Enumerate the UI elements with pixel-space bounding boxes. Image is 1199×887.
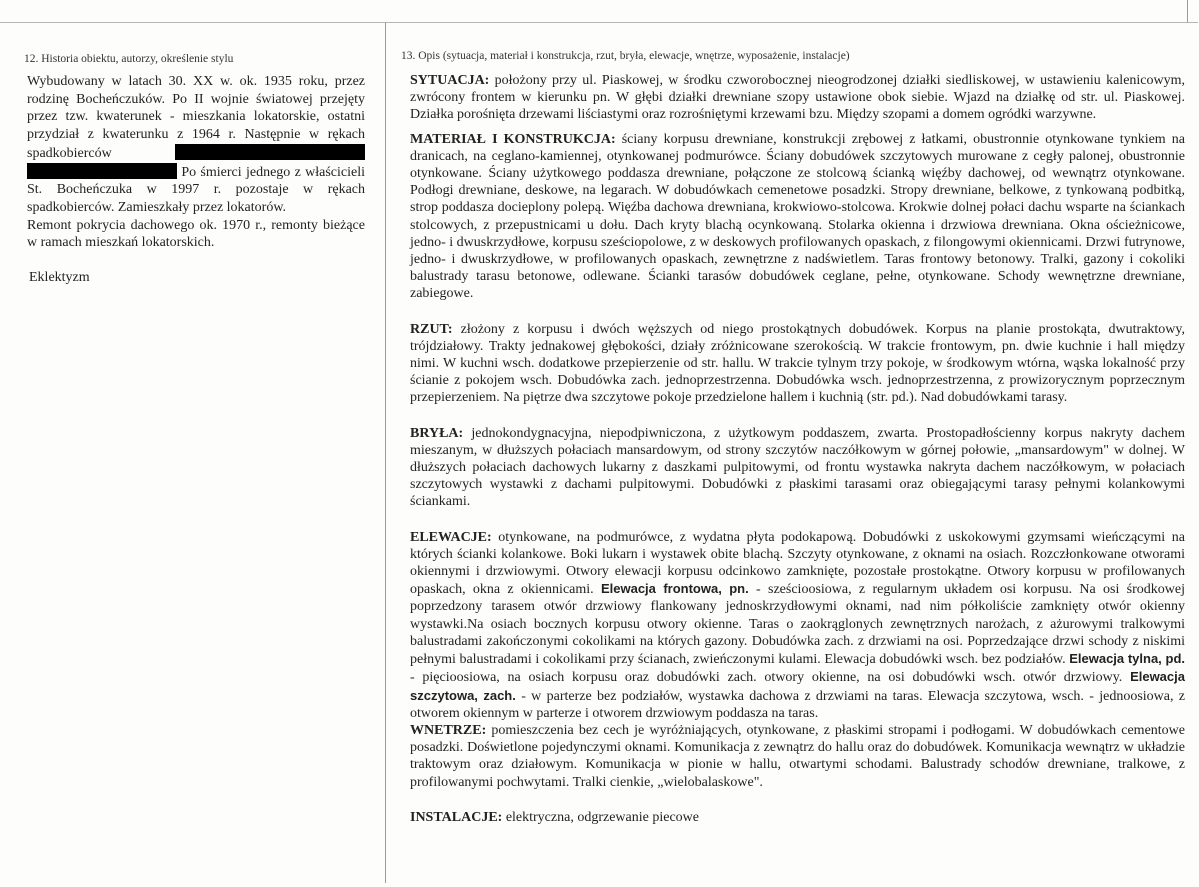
- bryla-text: jednokondygnacyjna, niepodpiwniczona, z użytkowym poddaszem, zwarta. Prostopadłościenny korpus nakryty dachem mieszanym, w dłuższych połaciach mansardowym, od strony szczytów naczółkowym w górnej połowie, „mansardowym" w dolnej. W dłuższych połaciach dachowych lukarny z daszkami pulpitowymi, od frontu wystawka nakryta dachem naczółkowym, w połaciach szczytowych wystawki z dachami pulpitowymi. Dobudówki z płaskimi tarasami oraz obiegającymi tarasy pełnymi kolankowymi ściankami.: [410, 425, 1185, 510]
- elewacje-text-3: - pięcioosiowa, na osiach korpusu oraz dobudówki zach. otwory okienne, na osi dobudówki wsch. otwór drzwiowy.: [410, 670, 1123, 686]
- elewacje-label: ELEWACJE:: [410, 529, 492, 545]
- section-elewacje: [410, 529, 1185, 722]
- rzut-label: RZUT:: [410, 321, 453, 337]
- elewacje-text-2: - sześcioosiowa, z regularnym układem osi korpusu. Na osi środkowej poprzedzony tarasem otwór drzwiowy flankowany jednoskrzydłowymi oknami, nad nim półkoliście zamknięty otwór okienny wystawki.Na osiach bocznych korpusu otwory okienne. Taras o zaokrąglonych zewnętrznych narożach, z ażurowymi tralkowymi balustradami zakończonymi cokolikami na których gazony. Dobudówka zach. z drzwiami na osi. Poprzedzające drzwi schody z niskimi pełnymi balustradami i cokolikami przy ścianach, zwieńczonymi kulami. Elewacja dobudówki wsch. bez podziałów.: [410, 582, 1185, 668]
- wnetrze-label: WNETRZE:: [410, 722, 487, 738]
- sytuacja-text: położony przy ul. Piaskowej, w środku czworobocznej nieogrodzonej działki siedliskowej, w ustawieniu kalenicowym, zwrócony frontem w kierunku pn. W głębi działki drewniane szopy ustawione obok siebie. Wjazd na działkę od str. ul. Piaskowej. Działka porośnięta drzewami liściastymi oraz rozrośniętymi krzewami bzu. Między szopami a domem ogródki warzywne.: [410, 73, 1186, 123]
- elewacja-szczytowa-label: Elewacja szczytowa, zach.: [410, 669, 1185, 703]
- section-material: [410, 131, 1185, 303]
- elewacje-text-1: otynkowane, na podmurówce, z wydatna płyta podokapową. Dobudówki z uskokowymi gzymsami wieńczącymi na których ścianki kolankowe. Boki lukarn i wystawek obite blachą. Szczyty otynkowane, z oknami na osiach. Rozczłonkowane otworami okiennymi i drzwiowymi. Otwory elewacji korpusu odcinkowo zamknięte, pozostałe prostokątne. Otwory korpusu w profilowanych opaskach, okna z okiennicami.: [410, 529, 1185, 598]
- section-sytuacja: [410, 72, 1185, 124]
- history-part-2: Po śmierci jednego z właścicieli St. Bocheńczuka w 1997 r. pozostaje w rękach spadkobierców. Zamieszkały przez lokatorów.: [27, 164, 366, 215]
- history-part-1: Wybudowany w latach 30. XX w. ok. 1935 roku, przez rodzinę Bocheńczuków. Po II wojnie światowej przejęty przez tzw. kwaterunek - mieszkania lokatorskie, ostatni przydział z kwaterunku z 1964 r. Następnie w rękach spadkobierców: [27, 74, 365, 161]
- history-part-3: Remont pokrycia dachowego ok. 1970 r., remonty bieżące w ramach mieszkań lokatorskich.: [27, 217, 365, 251]
- section-wnetrze: [410, 722, 1185, 791]
- column-divider-top: [1187, 0, 1188, 22]
- history-heading: 12. Historia obiektu, autorzy, określenie stylu: [24, 53, 234, 65]
- elewacje-text-4: - w parterze bez podziałów, wystawka dachowa z drzwiami na taras. Elewacja szczytowa, wsch. - jednoosiowa, z otworem okiennym w parterze i otworem drzwiowym poddasza na taras.: [410, 688, 1186, 721]
- instalacje-label: INSTALACJE:: [410, 809, 503, 825]
- wnetrze-text: pomieszczenia bez cech je wyróżniających, otynkowane, z płaskimi stropami i podłogami. W dobudówkach cementowe posadzki. Doświetlone pojedynczymi oknami. Komunikacja z zewnątrz do hallu oraz do dobudówek. Komunikacja wewnątrz w układzie traktowym oraz działowym. Komunikacja w pionie w hallu, otwartymi schodami. Balustrady schodów drewniane, tralkowe, z profilowanymi pochwytami. Tralki cienkie, „wielobalaskowe".: [410, 722, 1185, 790]
- description-text: [410, 72, 1185, 833]
- description-heading: 13. Opis (sytuacja, materiał i konstrukcja, rzut, bryła, elewacje, wnętrze, wyposażenie, instalacje): [401, 50, 850, 62]
- elewacja-frontowa-label: Elewacja frontowa, pn.: [600, 581, 749, 597]
- section-rzut: [410, 321, 1185, 407]
- history-text: [27, 73, 365, 252]
- redaction-bar: [175, 144, 365, 160]
- style-value: Eklektyzm: [29, 270, 90, 285]
- material-text: ściany korpusu drewniane, konstrukcji zrębowej z łatkami, obustronnie otynkowane tynkiem na dranicach, na ceglano-kamiennej, otynkowanej podmurówce. Ściany dobudówek szczytowych murowane z cegły palonej, obustronnie otynkowane. Ściany użytkowego poddasza drewniane, połączone ze stolcową ścianką więźby dachowej, od wewnątrz otynkowane. Podłogi drewniane, deskowe, na legarach. W dobudówkach cemenetowe posadzki. Stropy drewniane, belkowe, z tynkowaną podbitką, strop poddasza docieplony polepą. Więźba dachowa drewniana, krokwiowo-stolcowa. Krokwie dolnej połaci dachu wsparte na ściankach stolcowych, z przepustnicami u dołu. Dach kryty blachą ocynkowaną. Stolarka okienna i drzwiowa drewniana. Okna ościeżnicowe, jedno- i dwuskrzydłowe, korpusu sześciopolowe, z w deskowych profilowanych opaskach, z filongowymi okiennicami. Drzwi futrynowe, jedno- i dwuskrzydłowe, w profilowanych opaskach, zewnętrzne z nadświetlem. Taras frontowy betonowy. Tralki, gazony i cokoliki balustrady tarasu betonowe, odlewane. Ścianki tarasów dobudówek ceglane, pełne, otynkowane. Schody wewnętrzne drewniane, zabiegowe.: [410, 131, 1186, 302]
- redaction-bar: [27, 163, 177, 179]
- material-label: MATERIAŁ I KONSTRUKCJA:: [410, 131, 616, 147]
- bryla-label: BRYŁA:: [410, 425, 464, 441]
- elewacja-tylna-label: Elewacja tylna, pd.: [1069, 651, 1185, 667]
- sytuacja-label: SYTUACJA:: [410, 73, 490, 88]
- instalacje-text: elektryczna, odgrzewanie piecowe: [505, 809, 699, 825]
- section-bryla: [410, 425, 1185, 511]
- section-instalacje: [410, 809, 1185, 826]
- rzut-text: złożony z korpusu i dwóch węższych od niego prostokątnych dobudówek. Korpus na planie prostokąta, dwutraktowy, trójdziałowy. Trakty jednakowej głębokości, działy zróżnicowane szerokością. W trakcie frontowym, pn. dwie kuchnie i hall między nimi. W kuchni wsch. dodatkowe przepierzenie od str. hallu. W trakcie tylnym trzy pokoje, w środkowym wtórna, wąska lokalność przy ścianie z pokojem wsch. Dobudówka zach. jednoprzestrzenna. Dobudówka wsch. jednoprzestrzenna, z prowizorycznym poprzecznym przepierzeniem. Na piętrze dwa szczytowe pokoje przedzielone hallem i kuchnią (str. pd.). Nad dobudówkami tarasy.: [410, 321, 1185, 406]
